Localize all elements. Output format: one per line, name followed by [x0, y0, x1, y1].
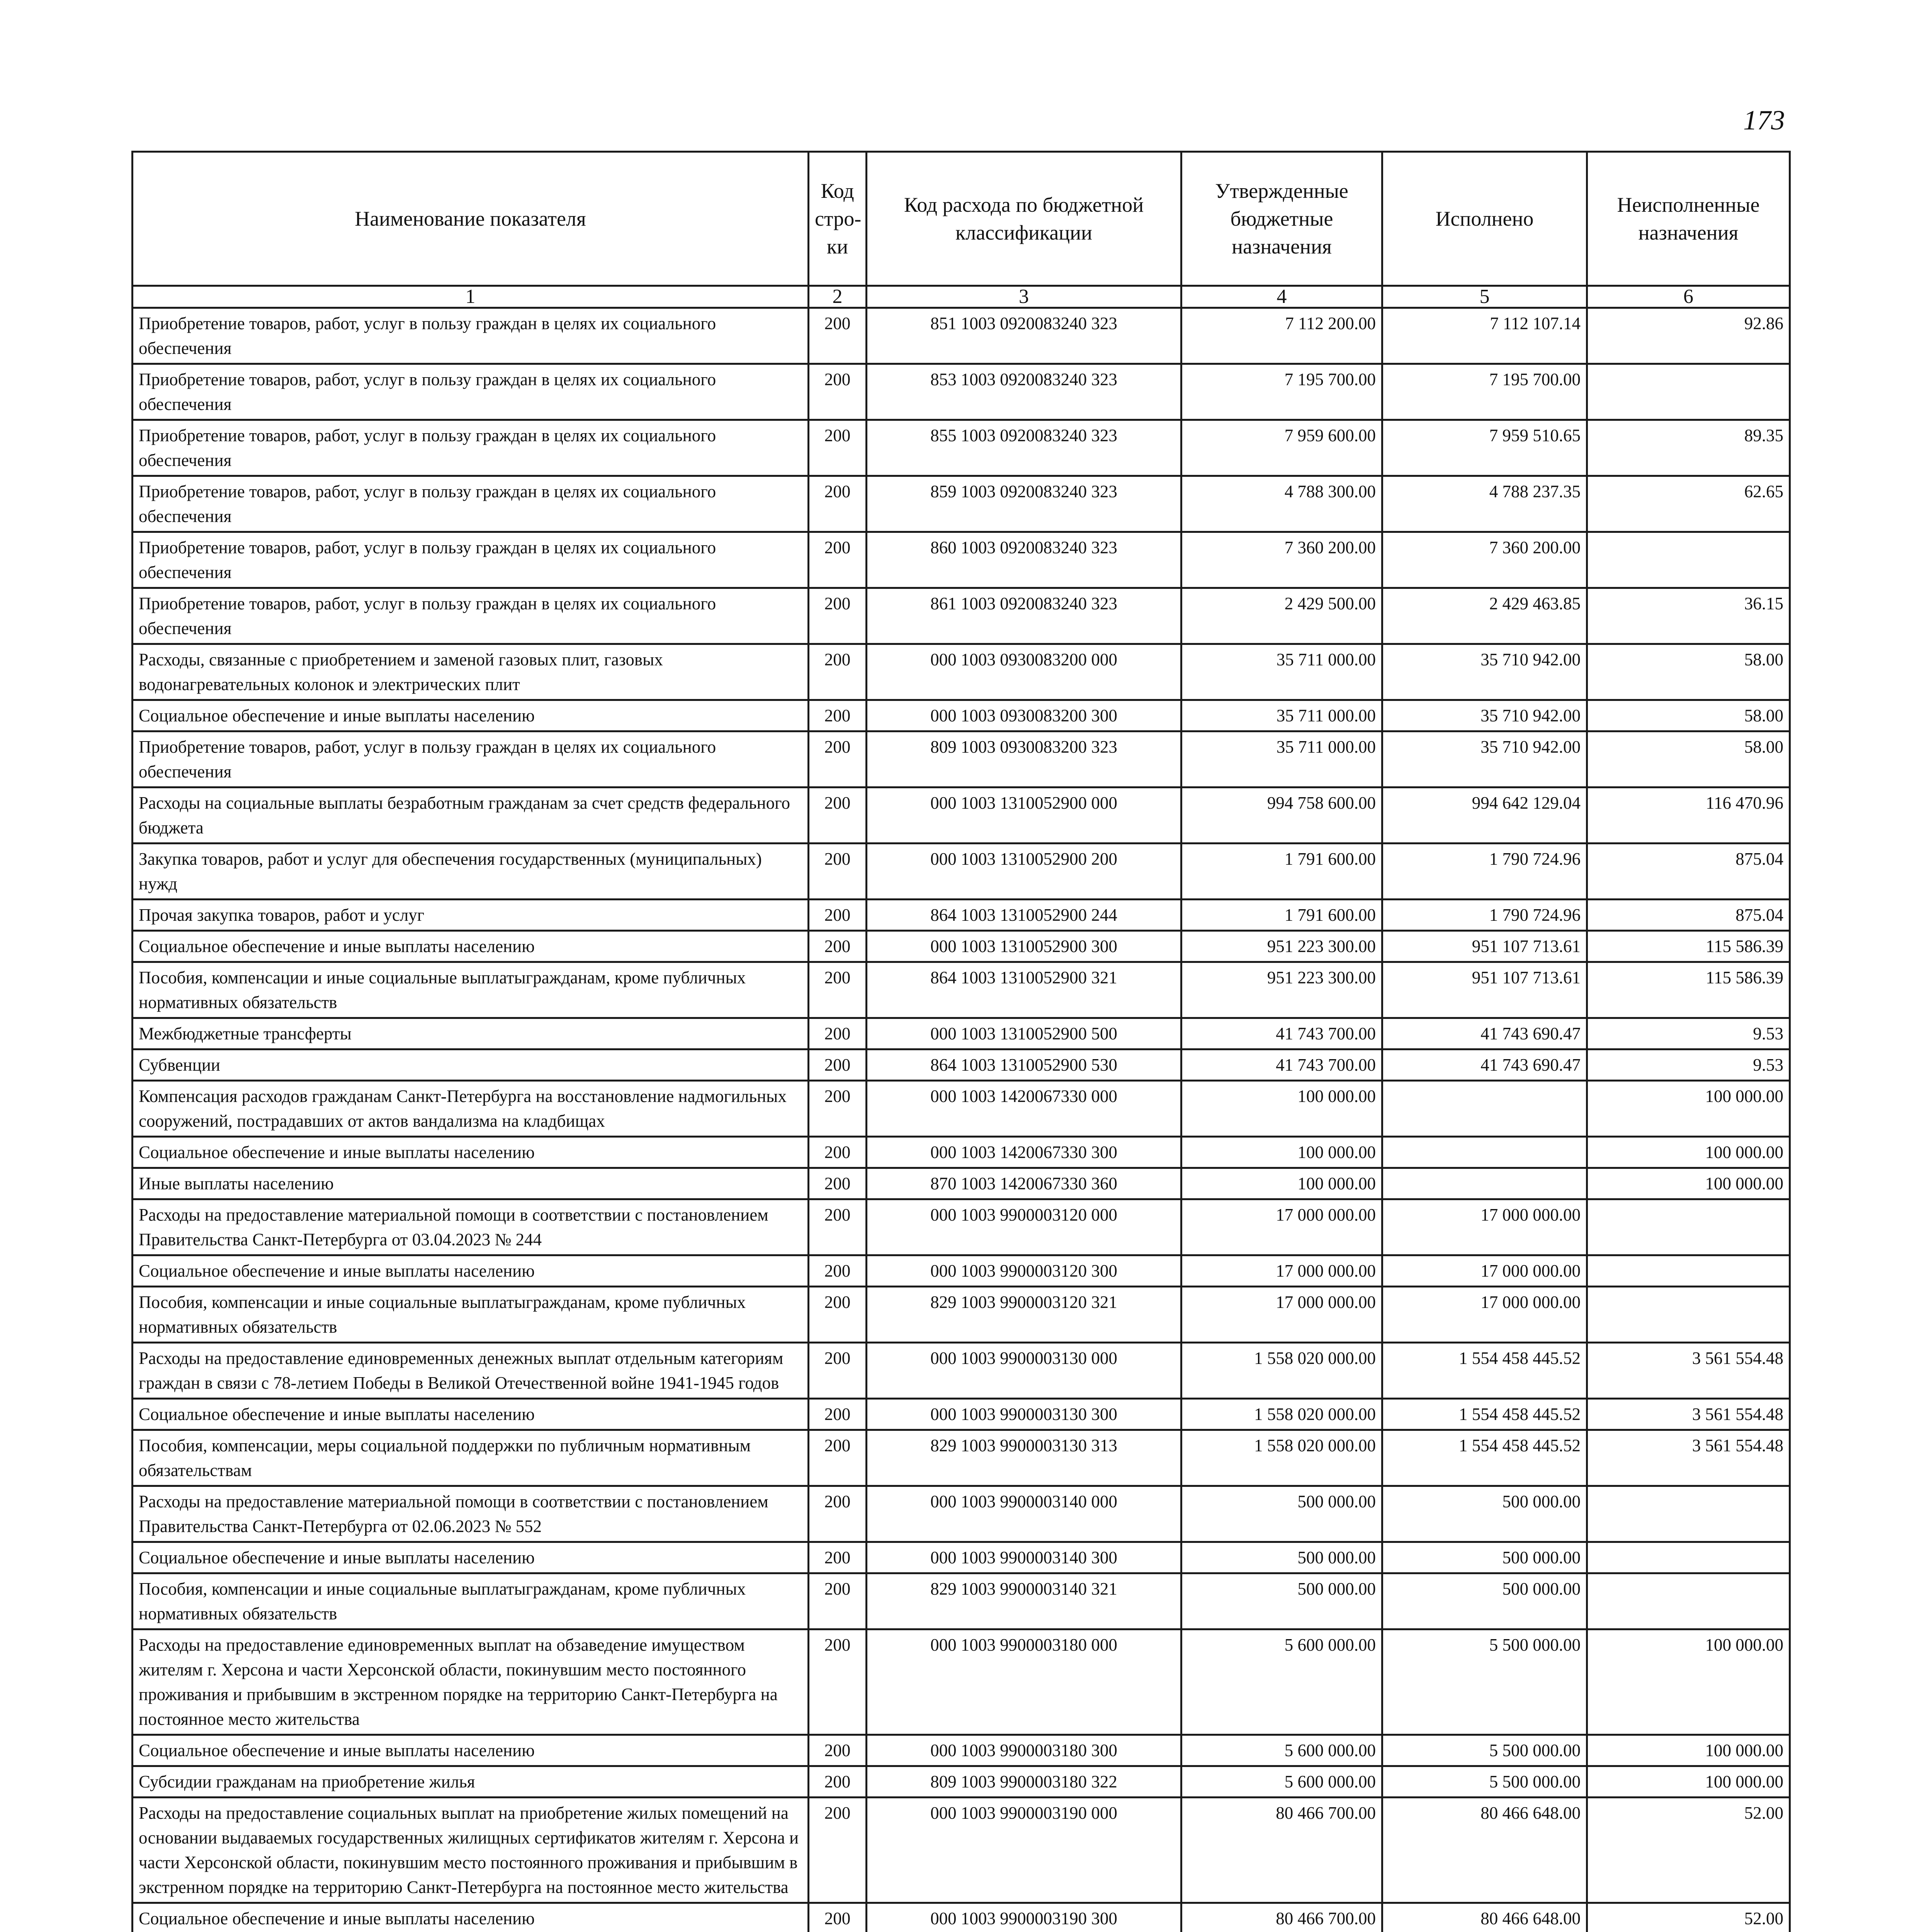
row-executed-amount: 17 000 000.00 — [1382, 1255, 1587, 1287]
row-approved-amount: 5 600 000.00 — [1181, 1735, 1382, 1766]
column-number: 2 — [809, 286, 867, 308]
row-executed-amount: 35 710 942.00 — [1382, 644, 1587, 700]
row-budget-code: 000 1003 1310052900 000 — [867, 787, 1181, 844]
row-budget-code: 864 1003 1310052900 244 — [867, 900, 1181, 931]
table-row — [133, 1081, 1790, 1137]
row-budget-code: 809 1003 9900003180 322 — [867, 1766, 1181, 1798]
row-approved-amount: 5 600 000.00 — [1181, 1766, 1382, 1798]
table-row — [133, 1287, 1790, 1343]
row-executed-amount: 500 000.00 — [1382, 1486, 1587, 1542]
table-row — [133, 931, 1790, 962]
row-line-code: 200 — [809, 1629, 867, 1735]
header-name: Наименование показателя — [133, 152, 809, 286]
table-row — [133, 1573, 1790, 1629]
row-unexecuted-amount: 100 000.00 — [1587, 1137, 1790, 1168]
row-budget-code: 000 1003 9900003120 000 — [867, 1199, 1181, 1255]
row-line-code: 200 — [809, 962, 867, 1018]
row-name: Социальное обеспечение и иные выплаты населению — [133, 1137, 809, 1168]
row-executed-amount: 1 554 458 445.52 — [1382, 1399, 1587, 1430]
table-row — [133, 644, 1790, 700]
row-line-code: 200 — [809, 532, 867, 588]
row-name: Приобретение товаров, работ, услуг в пользу граждан в целях их социального обеспечения — [133, 476, 809, 532]
row-name: Социальное обеспечение и иные выплаты населению — [133, 1542, 809, 1573]
row-budget-code: 000 1003 9900003190 300 — [867, 1903, 1181, 1932]
row-approved-amount: 41 743 700.00 — [1181, 1049, 1382, 1081]
row-approved-amount: 17 000 000.00 — [1181, 1287, 1382, 1343]
table-row — [133, 1798, 1790, 1903]
row-unexecuted-amount — [1587, 532, 1790, 588]
row-budget-code: 851 1003 0920083240 323 — [867, 308, 1181, 364]
row-approved-amount: 41 743 700.00 — [1181, 1018, 1382, 1049]
row-unexecuted-amount: 115 586.39 — [1587, 931, 1790, 962]
row-budget-code: 000 1003 9900003130 000 — [867, 1343, 1181, 1399]
row-approved-amount: 35 711 000.00 — [1181, 644, 1382, 700]
table-row — [133, 787, 1790, 844]
row-approved-amount: 80 466 700.00 — [1181, 1798, 1382, 1903]
row-line-code: 200 — [809, 420, 867, 476]
row-unexecuted-amount: 100 000.00 — [1587, 1735, 1790, 1766]
row-name: Пособия, компенсации, меры социальной поддержки по публичным нормативным обязательствам — [133, 1430, 809, 1486]
row-line-code: 200 — [809, 1287, 867, 1343]
row-executed-amount — [1382, 1168, 1587, 1199]
row-approved-amount: 1 791 600.00 — [1181, 900, 1382, 931]
row-unexecuted-amount: 116 470.96 — [1587, 787, 1790, 844]
row-unexecuted-amount — [1587, 1573, 1790, 1629]
row-executed-amount: 500 000.00 — [1382, 1542, 1587, 1573]
row-name: Приобретение товаров, работ, услуг в пользу граждан в целях их социального обеспечения — [133, 588, 809, 644]
row-unexecuted-amount: 58.00 — [1587, 644, 1790, 700]
row-unexecuted-amount: 9.53 — [1587, 1049, 1790, 1081]
row-executed-amount: 1 790 724.96 — [1382, 844, 1587, 900]
row-line-code: 200 — [809, 1168, 867, 1199]
row-line-code: 200 — [809, 1199, 867, 1255]
row-unexecuted-amount: 52.00 — [1587, 1903, 1790, 1932]
row-unexecuted-amount: 3 561 554.48 — [1587, 1399, 1790, 1430]
row-line-code: 200 — [809, 364, 867, 420]
table-body — [133, 286, 1790, 1932]
row-unexecuted-amount: 52.00 — [1587, 1798, 1790, 1903]
row-executed-amount: 500 000.00 — [1382, 1573, 1587, 1629]
row-budget-code: 000 1003 1420067330 300 — [867, 1137, 1181, 1168]
row-line-code: 200 — [809, 1399, 867, 1430]
table-row — [133, 700, 1790, 731]
column-number: 1 — [133, 286, 809, 308]
table-row — [133, 900, 1790, 931]
header-budget-code: Код расхода по бюджетной классификации — [867, 152, 1181, 286]
row-approved-amount: 100 000.00 — [1181, 1081, 1382, 1137]
row-approved-amount: 5 600 000.00 — [1181, 1629, 1382, 1735]
header-executed: Исполнено — [1382, 152, 1587, 286]
table-row — [133, 731, 1790, 787]
row-unexecuted-amount: 58.00 — [1587, 700, 1790, 731]
row-line-code: 200 — [809, 731, 867, 787]
row-unexecuted-amount: 92.86 — [1587, 308, 1790, 364]
row-executed-amount: 17 000 000.00 — [1382, 1199, 1587, 1255]
row-unexecuted-amount: 115 586.39 — [1587, 962, 1790, 1018]
table-row — [133, 1018, 1790, 1049]
row-line-code: 200 — [809, 787, 867, 844]
row-name: Пособия, компенсации и иные социальные выплатыгражданам, кроме публичных нормативных обязательств — [133, 1287, 809, 1343]
row-executed-amount: 7 959 510.65 — [1382, 420, 1587, 476]
row-name: Социальное обеспечение и иные выплаты населению — [133, 1903, 809, 1932]
header-approved: Утвержденные бюджетные назначения — [1181, 152, 1382, 286]
table-row — [133, 1629, 1790, 1735]
table-row — [133, 1199, 1790, 1255]
row-executed-amount: 41 743 690.47 — [1382, 1018, 1587, 1049]
row-name: Пособия, компенсации и иные социальные выплатыгражданам, кроме публичных нормативных обязательств — [133, 962, 809, 1018]
table-row — [133, 844, 1790, 900]
row-line-code: 200 — [809, 1343, 867, 1399]
row-budget-code: 000 1003 9900003180 000 — [867, 1629, 1181, 1735]
table-row — [133, 1168, 1790, 1199]
row-approved-amount: 100 000.00 — [1181, 1168, 1382, 1199]
row-budget-code: 864 1003 1310052900 530 — [867, 1049, 1181, 1081]
row-line-code: 200 — [809, 931, 867, 962]
row-executed-amount: 7 112 107.14 — [1382, 308, 1587, 364]
row-budget-code: 853 1003 0920083240 323 — [867, 364, 1181, 420]
row-budget-code: 000 1003 1310052900 500 — [867, 1018, 1181, 1049]
row-line-code: 200 — [809, 1542, 867, 1573]
row-budget-code: 000 1003 9900003140 300 — [867, 1542, 1181, 1573]
table-row — [133, 308, 1790, 364]
row-executed-amount: 7 195 700.00 — [1382, 364, 1587, 420]
row-unexecuted-amount — [1587, 1486, 1790, 1542]
row-line-code: 200 — [809, 476, 867, 532]
row-unexecuted-amount: 100 000.00 — [1587, 1168, 1790, 1199]
table-row — [133, 532, 1790, 588]
budget-execution-table — [131, 151, 1791, 1932]
row-line-code: 200 — [809, 644, 867, 700]
table-row — [133, 1399, 1790, 1430]
table-row — [133, 1430, 1790, 1486]
column-number: 3 — [867, 286, 1181, 308]
row-unexecuted-amount: 100 000.00 — [1587, 1629, 1790, 1735]
row-approved-amount: 1 791 600.00 — [1181, 844, 1382, 900]
row-line-code: 200 — [809, 700, 867, 731]
row-budget-code: 859 1003 0920083240 323 — [867, 476, 1181, 532]
table-row — [133, 1766, 1790, 1798]
row-budget-code: 864 1003 1310052900 321 — [867, 962, 1181, 1018]
row-line-code: 200 — [809, 1430, 867, 1486]
row-budget-code: 000 1003 1420067330 000 — [867, 1081, 1181, 1137]
row-name: Расходы на предоставление социальных выплат на приобретение жилых помещений на основании выдаваемых государственных жилищных сертификатов жителям г. Херсона и части Херсонской области, покинувшим место постоянного проживания и прибывшим в экстренном порядке на территорию Санкт-Петербурга на постоянное место жительства — [133, 1798, 809, 1903]
row-unexecuted-amount: 62.65 — [1587, 476, 1790, 532]
row-approved-amount: 7 959 600.00 — [1181, 420, 1382, 476]
row-executed-amount: 4 788 237.35 — [1382, 476, 1587, 532]
column-number: 4 — [1181, 286, 1382, 308]
row-budget-code: 829 1003 9900003120 321 — [867, 1287, 1181, 1343]
row-budget-code: 000 1003 1310052900 300 — [867, 931, 1181, 962]
row-budget-code: 000 1003 0930083200 000 — [867, 644, 1181, 700]
row-name: Социальное обеспечение и иные выплаты населению — [133, 1735, 809, 1766]
row-approved-amount: 7 195 700.00 — [1181, 364, 1382, 420]
row-name: Приобретение товаров, работ, услуг в пользу граждан в целях их социального обеспечения — [133, 532, 809, 588]
row-approved-amount: 1 558 020 000.00 — [1181, 1430, 1382, 1486]
row-budget-code: 809 1003 0930083200 323 — [867, 731, 1181, 787]
row-name: Социальное обеспечение и иные выплаты населению — [133, 931, 809, 962]
row-line-code: 200 — [809, 1018, 867, 1049]
row-name: Пособия, компенсации и иные социальные выплатыгражданам, кроме публичных нормативных обязательств — [133, 1573, 809, 1629]
row-approved-amount: 500 000.00 — [1181, 1486, 1382, 1542]
row-unexecuted-amount — [1587, 1287, 1790, 1343]
row-unexecuted-amount: 58.00 — [1587, 731, 1790, 787]
row-line-code: 200 — [809, 1766, 867, 1798]
row-unexecuted-amount: 875.04 — [1587, 844, 1790, 900]
row-executed-amount: 5 500 000.00 — [1382, 1766, 1587, 1798]
table-row — [133, 1903, 1790, 1932]
row-approved-amount: 100 000.00 — [1181, 1137, 1382, 1168]
table-row — [133, 1343, 1790, 1399]
row-name: Расходы на предоставление материальной помощи в соответствии с постановлением Правительства Санкт-Петербурга от 02.06.2023 № 552 — [133, 1486, 809, 1542]
row-approved-amount: 2 429 500.00 — [1181, 588, 1382, 644]
row-name: Закупка товаров, работ и услуг для обеспечения государственных (муниципальных) нужд — [133, 844, 809, 900]
row-executed-amount: 80 466 648.00 — [1382, 1798, 1587, 1903]
row-name: Компенсация расходов гражданам Санкт-Петербурга на восстановление надмогильных сооружений, пострадавших от актов вандализма на кладбищах — [133, 1081, 809, 1137]
row-name: Расходы на предоставление единовременных выплат на обзаведение имуществом жителям г. Херсона и части Херсонской области, покинувшим место постоянного проживания и прибывшим в экстренном порядке на территорию Санкт-Петербурга на постоянное место жительства — [133, 1629, 809, 1735]
row-unexecuted-amount — [1587, 364, 1790, 420]
column-number: 6 — [1587, 286, 1790, 308]
row-approved-amount: 35 711 000.00 — [1181, 731, 1382, 787]
table-row — [133, 420, 1790, 476]
row-budget-code: 870 1003 1420067330 360 — [867, 1168, 1181, 1199]
row-name: Социальное обеспечение и иные выплаты населению — [133, 1255, 809, 1287]
row-line-code: 200 — [809, 1049, 867, 1081]
row-unexecuted-amount: 100 000.00 — [1587, 1081, 1790, 1137]
row-budget-code: 829 1003 9900003130 313 — [867, 1430, 1181, 1486]
row-line-code: 200 — [809, 1798, 867, 1903]
table-row — [133, 1049, 1790, 1081]
column-number: 5 — [1382, 286, 1587, 308]
row-executed-amount: 1 554 458 445.52 — [1382, 1430, 1587, 1486]
row-approved-amount: 80 466 700.00 — [1181, 1903, 1382, 1932]
row-name: Субсидии гражданам на приобретение жилья — [133, 1766, 809, 1798]
row-line-code: 200 — [809, 308, 867, 364]
row-executed-amount: 17 000 000.00 — [1382, 1287, 1587, 1343]
row-name: Расходы, связанные с приобретением и заменой газовых плит, газовых водонагревательных колонок и электрических плит — [133, 644, 809, 700]
row-line-code: 200 — [809, 1255, 867, 1287]
row-approved-amount: 500 000.00 — [1181, 1542, 1382, 1573]
row-executed-amount: 5 500 000.00 — [1382, 1735, 1587, 1766]
row-budget-code: 000 1003 9900003190 000 — [867, 1798, 1181, 1903]
table-row — [133, 364, 1790, 420]
page-number: 173 — [1743, 105, 1785, 136]
row-unexecuted-amount: 3 561 554.48 — [1587, 1430, 1790, 1486]
table-row — [133, 1137, 1790, 1168]
row-executed-amount: 41 743 690.47 — [1382, 1049, 1587, 1081]
row-executed-amount: 35 710 942.00 — [1382, 731, 1587, 787]
table-row — [133, 1486, 1790, 1542]
row-budget-code: 861 1003 0920083240 323 — [867, 588, 1181, 644]
row-budget-code: 000 1003 9900003130 300 — [867, 1399, 1181, 1430]
row-approved-amount: 951 223 300.00 — [1181, 931, 1382, 962]
row-unexecuted-amount — [1587, 1255, 1790, 1287]
row-budget-code: 855 1003 0920083240 323 — [867, 420, 1181, 476]
row-unexecuted-amount: 36.15 — [1587, 588, 1790, 644]
row-executed-amount — [1382, 1137, 1587, 1168]
row-line-code: 200 — [809, 1486, 867, 1542]
row-name: Приобретение товаров, работ, услуг в пользу граждан в целях их социального обеспечения — [133, 364, 809, 420]
row-unexecuted-amount: 9.53 — [1587, 1018, 1790, 1049]
table-row — [133, 1542, 1790, 1573]
row-approved-amount: 951 223 300.00 — [1181, 962, 1382, 1018]
row-approved-amount: 7 360 200.00 — [1181, 532, 1382, 588]
row-name: Социальное обеспечение и иные выплаты населению — [133, 700, 809, 731]
row-unexecuted-amount: 100 000.00 — [1587, 1766, 1790, 1798]
row-executed-amount: 2 429 463.85 — [1382, 588, 1587, 644]
row-approved-amount: 1 558 020 000.00 — [1181, 1399, 1382, 1430]
row-line-code: 200 — [809, 1903, 867, 1932]
row-name: Расходы на предоставление материальной помощи в соответствии с постановлением Правительства Санкт-Петербурга от 03.04.2023 № 244 — [133, 1199, 809, 1255]
row-name: Прочая закупка товаров, работ и услуг — [133, 900, 809, 931]
row-executed-amount — [1382, 1081, 1587, 1137]
row-budget-code: 000 1003 0930083200 300 — [867, 700, 1181, 731]
row-budget-code: 000 1003 1310052900 200 — [867, 844, 1181, 900]
row-line-code: 200 — [809, 900, 867, 931]
row-executed-amount: 5 500 000.00 — [1382, 1629, 1587, 1735]
row-approved-amount: 1 558 020 000.00 — [1181, 1343, 1382, 1399]
row-executed-amount: 1 790 724.96 — [1382, 900, 1587, 931]
row-executed-amount: 1 554 458 445.52 — [1382, 1343, 1587, 1399]
row-budget-code: 000 1003 9900003120 300 — [867, 1255, 1181, 1287]
header-line-code: Код стро- ки — [809, 152, 867, 286]
row-unexecuted-amount: 89.35 — [1587, 420, 1790, 476]
row-line-code: 200 — [809, 588, 867, 644]
table-row — [133, 962, 1790, 1018]
row-executed-amount: 35 710 942.00 — [1382, 700, 1587, 731]
row-name: Приобретение товаров, работ, услуг в пользу граждан в целях их социального обеспечения — [133, 420, 809, 476]
column-number-row — [133, 286, 1790, 308]
row-line-code: 200 — [809, 1573, 867, 1629]
row-executed-amount: 951 107 713.61 — [1382, 962, 1587, 1018]
row-budget-code: 860 1003 0920083240 323 — [867, 532, 1181, 588]
row-approved-amount: 994 758 600.00 — [1181, 787, 1382, 844]
row-approved-amount: 4 788 300.00 — [1181, 476, 1382, 532]
table-row — [133, 1255, 1790, 1287]
row-approved-amount: 17 000 000.00 — [1181, 1199, 1382, 1255]
row-approved-amount: 35 711 000.00 — [1181, 700, 1382, 731]
table-row — [133, 588, 1790, 644]
row-budget-code: 000 1003 9900003140 000 — [867, 1486, 1181, 1542]
row-line-code: 200 — [809, 844, 867, 900]
row-name: Субвенции — [133, 1049, 809, 1081]
table-row — [133, 1735, 1790, 1766]
row-budget-code: 000 1003 9900003180 300 — [867, 1735, 1181, 1766]
row-name: Расходы на социальные выплаты безработным гражданам за счет средств федерального бюджета — [133, 787, 809, 844]
row-executed-amount: 951 107 713.61 — [1382, 931, 1587, 962]
row-budget-code: 829 1003 9900003140 321 — [867, 1573, 1181, 1629]
row-name: Приобретение товаров, работ, услуг в пользу граждан в целях их социального обеспечения — [133, 308, 809, 364]
row-line-code: 200 — [809, 1081, 867, 1137]
row-executed-amount: 994 642 129.04 — [1382, 787, 1587, 844]
table-row — [133, 476, 1790, 532]
row-unexecuted-amount: 875.04 — [1587, 900, 1790, 931]
row-line-code: 200 — [809, 1137, 867, 1168]
row-executed-amount: 7 360 200.00 — [1382, 532, 1587, 588]
row-name: Приобретение товаров, работ, услуг в пользу граждан в целях их социального обеспечения — [133, 731, 809, 787]
row-name: Социальное обеспечение и иные выплаты населению — [133, 1399, 809, 1430]
row-approved-amount: 17 000 000.00 — [1181, 1255, 1382, 1287]
row-unexecuted-amount — [1587, 1542, 1790, 1573]
header-unexecuted: Неисполненные назначения — [1587, 152, 1790, 286]
row-unexecuted-amount — [1587, 1199, 1790, 1255]
row-executed-amount: 80 466 648.00 — [1382, 1903, 1587, 1932]
row-name: Иные выплаты населению — [133, 1168, 809, 1199]
row-line-code: 200 — [809, 1735, 867, 1766]
row-approved-amount: 500 000.00 — [1181, 1573, 1382, 1629]
row-name: Расходы на предоставление единовременных денежных выплат отдельным категориям граждан в связи с 78-летием Победы в Великой Отечественной войне 1941-1945 годов — [133, 1343, 809, 1399]
row-name: Межбюджетные трансферты — [133, 1018, 809, 1049]
row-approved-amount: 7 112 200.00 — [1181, 308, 1382, 364]
row-unexecuted-amount: 3 561 554.48 — [1587, 1343, 1790, 1399]
table-header — [133, 152, 1790, 286]
